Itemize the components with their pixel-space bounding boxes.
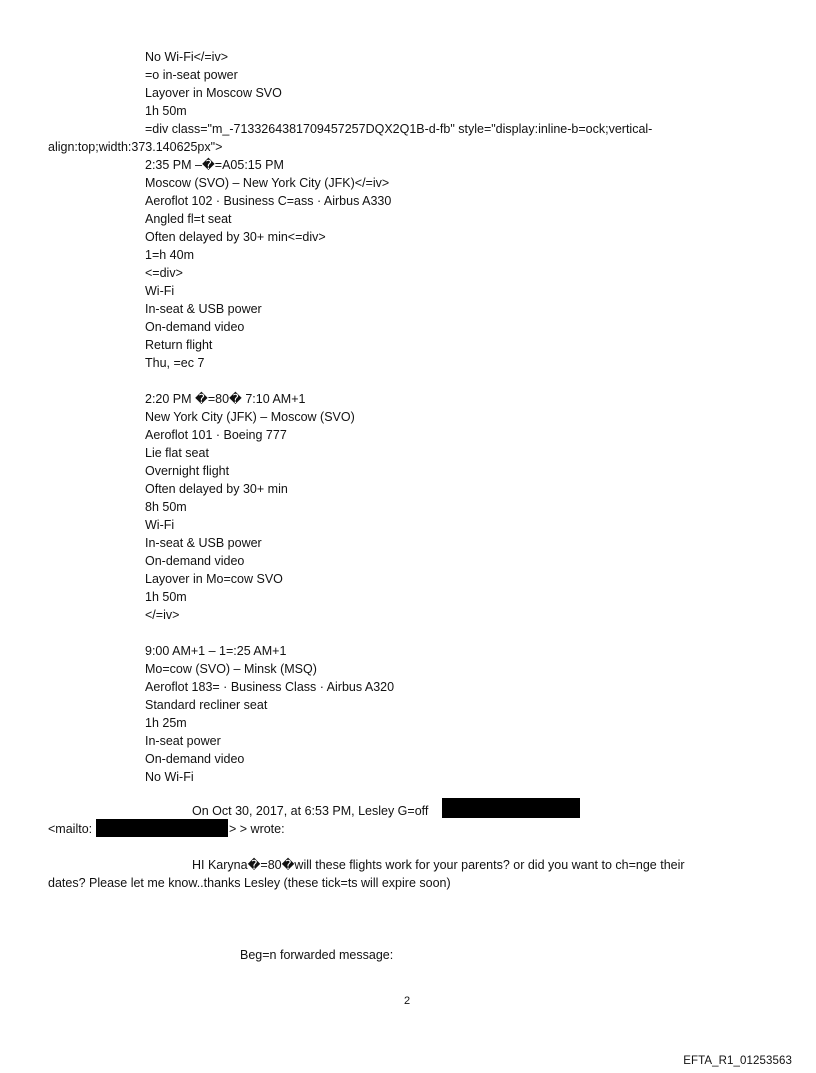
itinerary-line: Aeroflot 101 · Boeing 777 (145, 428, 287, 442)
itinerary-line: Angled fl=t seat (145, 212, 232, 226)
email-mailto-prefix: <mailto: (48, 822, 93, 836)
itinerary-line: Wi-Fi (145, 518, 175, 532)
itinerary-line: In-seat & USB power (145, 536, 262, 550)
itinerary-line: Lie flat seat (145, 446, 209, 460)
itinerary-line: In-seat power (145, 734, 221, 748)
bates-number: EFTA_R1_01253563 (683, 1055, 792, 1067)
itinerary-line: Mo=cow (SVO) – Minsk (MSQ) (145, 662, 317, 676)
itinerary-line: Often delayed by 30+ min (145, 482, 288, 496)
page-number: 2 (404, 995, 411, 1007)
itinerary-line: 8h 50m (145, 500, 187, 514)
itinerary-line: Moscow (SVO) – New York City (JFK)</=iv> (145, 176, 390, 190)
itinerary-line: No Wi-Fi</=iv> (145, 50, 229, 64)
forwarded-message-label: Beg=n forwarded message: (240, 948, 394, 962)
itinerary-line: Aeroflot 102 · Business C=ass · Airbus A330 (145, 194, 392, 208)
itinerary-line: 1=h 40m (145, 248, 194, 262)
itinerary-line: Layover in Mo=cow SVO (145, 572, 283, 586)
itinerary-line: Return flight (145, 338, 213, 352)
itinerary-line-wrapped: align:top;width:373.140625px"> (48, 140, 223, 154)
message-line-2: dates? Please let me know..thanks Lesley (these tick=ts will expire soon) (48, 876, 451, 890)
message-line-1: HI Karyna�=80�will these flights work for your parents? or did you want to ch=nge their (192, 858, 685, 872)
itinerary-line: Layover in Moscow SVO (145, 86, 282, 100)
itinerary-line: On-demand video (145, 320, 245, 334)
itinerary-line: =o in-seat power (145, 68, 238, 82)
itinerary-line: Overnight flight (145, 464, 230, 478)
redaction-sender-email (442, 798, 580, 818)
itinerary-line: 1h 50m (145, 590, 187, 604)
itinerary-line: 1h 50m (145, 104, 187, 118)
itinerary-line: In-seat & USB power (145, 302, 262, 316)
itinerary-line: =div class="m_-7133264381709457257DQX2Q1B-d-fb" style="display:inline-b=ock;vertical- (145, 122, 653, 136)
itinerary-line: 2:20 PM �=80� 7:10 AM+1 (145, 392, 306, 406)
email-on-line: On Oct 30, 2017, at 6:53 PM, Lesley G=off (192, 804, 429, 818)
itinerary-line: Aeroflot 183= · Business Class · Airbus A320 (145, 680, 395, 694)
itinerary-line: 9:00 AM+1 – 1=:25 AM+1 (145, 644, 287, 658)
itinerary-line: On-demand video (145, 752, 245, 766)
itinerary-line: New York City (JFK) – Moscow (SVO) (145, 410, 355, 424)
itinerary-line: Thu, =ec 7 (145, 356, 205, 370)
email-mailto-suffix: > > wrote: (229, 822, 285, 836)
itinerary-line: 2:35 PM –�=A05:15 PM (145, 158, 284, 172)
itinerary-line: Wi-Fi (145, 284, 175, 298)
itinerary-line: Standard recliner seat (145, 698, 268, 712)
itinerary-line: </=iv> (145, 608, 180, 622)
itinerary-line: No Wi-Fi (145, 770, 194, 784)
itinerary-line: On-demand video (145, 554, 245, 568)
redaction-mailto (96, 819, 228, 837)
itinerary-line: Often delayed by 30+ min<=div> (145, 230, 326, 244)
itinerary-line: <=div> (145, 266, 183, 280)
itinerary-line: 1h 25m (145, 716, 187, 730)
